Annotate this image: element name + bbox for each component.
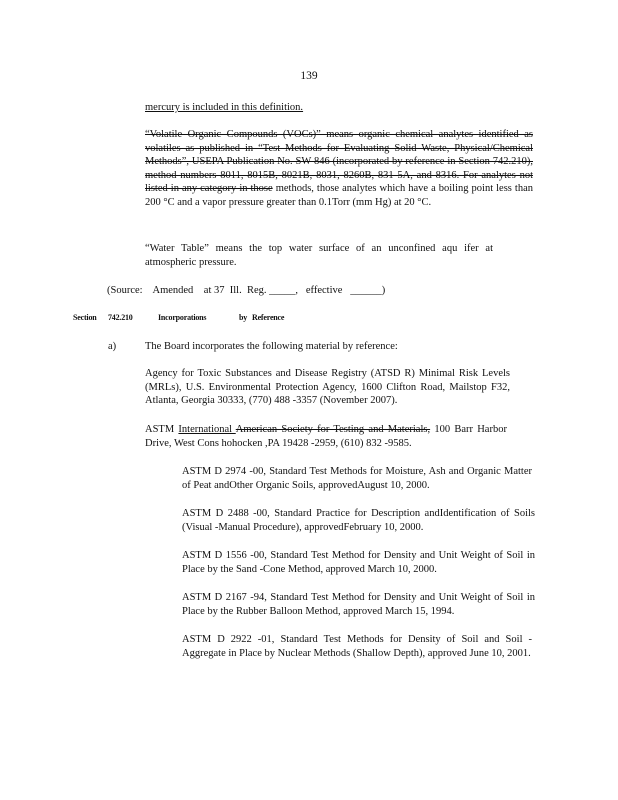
source-blank-1: _____ xyxy=(269,285,296,296)
standard-text: ASTM D 2974 -00, Standard Test Methods for Moisture, Ash and Organic Matter of Peat andOther Organic Soils, approvedAugust 10, 2000. xyxy=(182,466,532,491)
standard-d2488 xyxy=(182,507,535,534)
source-prefix: (Source: Amended at 37 Ill. Reg. xyxy=(107,285,267,296)
page-number: 139 xyxy=(300,70,318,82)
deleted-text: “Volatile Organic Compounds (VOCs)” means organic chemical analytes identified as volatiles as published in “Test Methods for Evaluating Solid Waste, Physical/Chemical Methods”, USEPA Publication No. SW 846 (incorporated by reference in Section 742.210), method numbers 8011, 8015B, 8021B, 8031, 8260B, 831 5A, and 8316. For analytes not listed in any category in those xyxy=(145,129,533,195)
standard-text: ASTM D 2167 -94, Standard Test Method for Density and Unit Weight of Soil in Place by the Rubber Balloon Method, approved March 15, 1994. xyxy=(182,592,535,617)
section-number: 742.210 xyxy=(108,313,133,322)
water-table-definition xyxy=(145,242,493,269)
astm-lead: ASTM xyxy=(145,424,179,435)
standard-d2922 xyxy=(182,633,532,660)
inserted-text: International xyxy=(178,424,236,435)
atsdr-text: Agency for Toxic Substances and Disease Registry (ATSD R) Minimal Risk Levels (MRLs), U.S. Environmental Protection Agency, 1600 Clifton Road, Mailstop F32, Atlanta, Georgia 30333, (770) 488 -3357 (November 2007). xyxy=(145,368,510,407)
standard-text: ASTM D 2922 -01, Standard Test Methods for Density of Soil and Soil - Aggregate in Place by Nuclear Methods (Shallow Depth), approved June 10, 2001. xyxy=(182,634,532,659)
source-suffix: ) xyxy=(381,285,386,296)
standard-text: ASTM D 2488 -00, Standard Practice for Description andIdentification of Soils (Visual -Manual Procedure), approvedFebruary 10, 2000. xyxy=(182,508,535,533)
standard-d2167 xyxy=(182,591,535,618)
standard-d1556 xyxy=(182,549,535,576)
section-title-reference: Reference xyxy=(252,313,285,322)
water-table-text: “Water Table” means the top water surface of an unconfined aqu ifer at atmospheric pressure. xyxy=(145,243,493,268)
section-title: Incorporations xyxy=(158,313,207,322)
section-label: Section xyxy=(73,313,97,322)
item-a-text: The Board incorporates the following material by reference: xyxy=(145,341,398,352)
deleted-text: American Society for Testing and Materials, xyxy=(235,424,431,435)
section-title-by: by xyxy=(239,313,248,322)
standard-text: ASTM D 1556 -00, Standard Test Method for Density and Unit Weight of Soil in Place by the Sand -Cone Method, approved March 10, 2000. xyxy=(182,550,535,575)
source-blank-2: ______ xyxy=(350,285,382,296)
source-middle: , effective xyxy=(295,285,343,296)
astm-address: 100 Barr Harbor Drive, West Cons hohocken ,PA 19428 -2959, (610) 832 -9585. xyxy=(145,424,507,449)
voc-definition-text: methods, those analytes which have a boiling point less than 200 °C and a vapor pressure greater than 0.1Torr (mm Hg) at 20 °C. xyxy=(145,183,533,208)
item-a-marker: a) xyxy=(108,341,117,352)
atsdr-reference xyxy=(145,367,510,408)
mercury-definition-end xyxy=(145,101,335,115)
voc-definition xyxy=(145,128,533,210)
standard-d2974 xyxy=(182,465,532,492)
astm-reference xyxy=(145,423,507,450)
inserted-text: mercury is included in this definition. xyxy=(145,102,304,113)
source-note xyxy=(107,284,427,298)
